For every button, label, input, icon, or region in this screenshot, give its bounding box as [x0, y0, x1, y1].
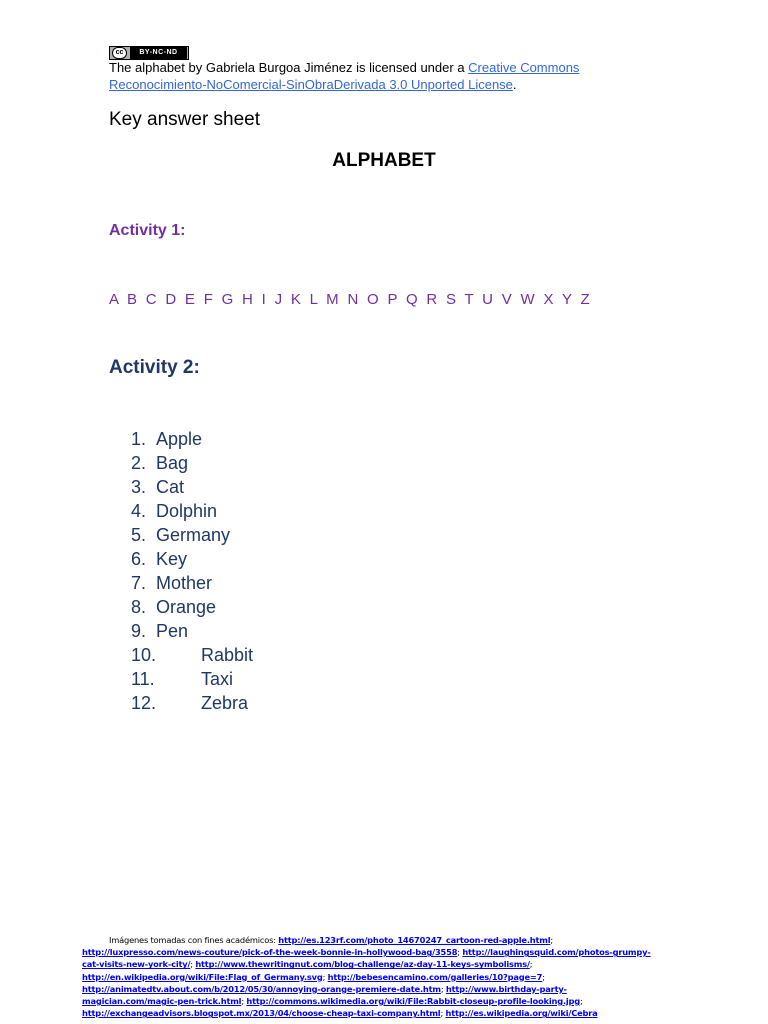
credit-link[interactable]: http://es.wikipedia.org/wiki/Cebra	[445, 1008, 598, 1019]
credit-separator: ;	[322, 971, 328, 982]
list-item-number: 10.	[131, 645, 157, 665]
list-item-number: 11.	[131, 669, 155, 689]
list-item-number: 2.	[131, 453, 147, 473]
list-item	[131, 619, 253, 643]
credit-link[interactable]: http://animatedtv.about.com/b/2012/05/30/annoying-orange-premiere-date.htm	[82, 983, 441, 994]
cc-logo-icon: cc	[112, 47, 127, 59]
list-item-word: Germany	[156, 525, 231, 545]
page-title: ALPHABET	[332, 150, 436, 171]
credit-links	[82, 935, 651, 1018]
credit-separator: ;	[440, 983, 446, 994]
credit-link[interactable]: http://luxpresso.com/news-couture/pick-of-the-week-bonnie-in-hollywood-bag/3558	[82, 947, 458, 958]
list-item-word: Rabbit	[201, 645, 254, 665]
list-item	[131, 571, 253, 595]
credit-separator: ;	[457, 947, 463, 958]
image-credits	[82, 934, 652, 1019]
credit-link[interactable]: http://en.wikipedia.org/wiki/File:Flag_of_Germany.svg	[82, 971, 323, 982]
list-item	[131, 667, 253, 691]
list-item-number: 4.	[131, 501, 147, 521]
credit-link[interactable]: http://www.birthday-party-magician.com/magic-pen-trick.html	[82, 983, 567, 1007]
list-item	[131, 643, 253, 667]
list-item-number: 8.	[131, 597, 147, 617]
credit-link[interactable]: http://exchangeadvisors.blogspot.mx/2013/04/choose-cheap-taxi-company.html	[82, 1008, 441, 1019]
list-item-word: Key	[156, 549, 188, 569]
credit-separator: ;	[241, 996, 247, 1007]
list-item-word: Dolphin	[156, 501, 218, 521]
list-item-word: Apple	[156, 429, 203, 449]
credit-separator: ;	[550, 935, 553, 945]
list-item-number: 5.	[131, 525, 147, 545]
list-item-number: 6.	[131, 549, 147, 569]
activity2-heading: Activity 2:	[109, 357, 200, 378]
list-item-word: Mother	[156, 573, 213, 593]
list-item	[131, 691, 253, 715]
license-statement	[109, 59, 669, 93]
license-text: The alphabet by Gabriela Burgoa Jiménez is licensed under a	[109, 60, 469, 75]
credit-separator: ;	[529, 959, 533, 970]
credit-separator: ;	[542, 971, 545, 982]
list-item-word: Orange	[156, 597, 217, 617]
page-heading: Key answer sheet	[109, 109, 261, 130]
list-item-number: 12.	[131, 693, 157, 713]
credit-link[interactable]: http://laughingsquid.com/photos-grumpy-cat-visits-new-york-city/	[82, 947, 651, 970]
activity1-heading: Activity 1:	[109, 222, 186, 239]
list-item	[131, 499, 253, 523]
list-item-word: Pen	[156, 621, 189, 641]
list-item-number: 9.	[131, 621, 147, 641]
cc-badge-text: BY-NC-ND	[130, 47, 187, 59]
list-item-number: 3.	[131, 477, 147, 497]
credit-separator: ;	[440, 1008, 446, 1019]
credit-link[interactable]: http://es.123rf.com/photo_14670247_cartoon-red-apple.html	[278, 935, 551, 945]
alphabet-letters: A B C D E F G H I J K L M N O P Q R S T U V W X Y Z	[109, 291, 590, 308]
list-item	[131, 427, 253, 451]
credit-separator: ;	[190, 959, 196, 970]
list-item-number: 1.	[131, 429, 147, 449]
list-item	[131, 451, 253, 475]
license-period: .	[512, 77, 517, 92]
credit-link[interactable]: http://bebesencamino.com/galleries/10?page=7	[327, 971, 543, 982]
list-item-word: Taxi	[201, 669, 234, 689]
list-item	[131, 595, 253, 619]
list-item	[131, 547, 253, 571]
list-item-word: Cat	[156, 477, 185, 497]
credit-separator: ;	[580, 996, 583, 1007]
credit-link[interactable]: http://www.thewritingnut.com/blog-challenge/az-day-11-keys-symbolisms/	[195, 959, 530, 970]
credit-link[interactable]: http://commons.wikimedia.org/wiki/File:Rabbit-closeup-profile-looking.jpg	[246, 996, 581, 1007]
word-list	[131, 427, 253, 715]
list-item-word: Zebra	[201, 693, 249, 713]
list-item	[131, 475, 253, 499]
credits-intro: Imágenes tomadas con fines académicos:	[109, 935, 279, 945]
list-item	[131, 523, 253, 547]
license-link[interactable]: Creative Commons Reconocimiento-NoComercial-SinObraDerivada 3.0 Unported License	[109, 60, 580, 92]
list-item-number: 7.	[131, 573, 147, 593]
list-item-word: Bag	[156, 453, 189, 473]
cc-license-badge[interactable]	[109, 46, 189, 60]
